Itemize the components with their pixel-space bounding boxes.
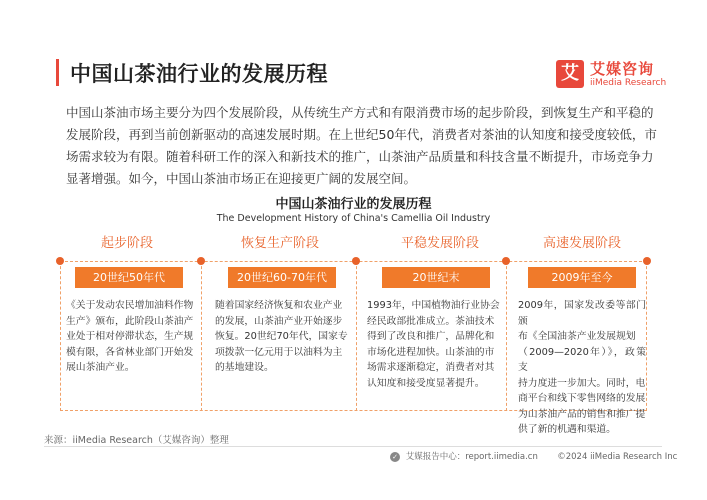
stage-text-line: 恢复。20世纪70年代，国家专 <box>215 331 348 342</box>
stage-text-line: 项拨款一亿元用于以油料为主 <box>215 346 343 358</box>
footer-divider <box>44 446 662 447</box>
stage-text-line: 得到了改良和推广，品牌化和 <box>367 331 495 342</box>
report-center-icon: ✓ <box>390 452 400 462</box>
stage-description-recovery <box>215 298 350 376</box>
stage-text-line: 为山茶油产品的销售和推广提 <box>518 408 646 420</box>
stage-text-line: 的基地建设。 <box>215 362 274 373</box>
period-badge-stable: 20世纪末 <box>382 267 490 288</box>
period-badge-startup: 20世纪50年代 <box>75 267 183 288</box>
stage-description-stable <box>367 298 502 391</box>
figure-subtitle: The Development History of China's Camellia Oil Industry <box>216 213 491 224</box>
stage-label-recovery: 恢复生产阶段 <box>240 236 319 251</box>
period-badge-rapid: 2009年至今 <box>528 267 636 288</box>
intro-paragraph <box>66 102 660 190</box>
copyright-text: ©2024 iiMedia Research Inc <box>557 452 678 462</box>
intro-line: 中国山茶油市场主要分为四个发展阶段，从传统生产方式和有限消费市场的起步阶段，到恢复生产和平稳的 <box>66 105 654 120</box>
logo-mark-icon: 艾 <box>556 60 584 88</box>
figure-title: 中国山茶油行业的发展历程 <box>275 197 432 212</box>
intro-line: 显著增强。如今，中国山茶油市场正在迎接更广阔的发展空间。 <box>66 171 417 186</box>
timeline-divider <box>506 261 507 411</box>
stage-text-line: 模有限，各省林业部门开始发 <box>66 346 194 358</box>
footer-info <box>390 450 677 462</box>
title-accent-bar <box>56 59 59 86</box>
stage-text-line: 1993年，中国植物油行业协会 <box>367 300 500 311</box>
period-badge-recovery: 20世纪60-70年代 <box>228 267 336 288</box>
stage-text-line: 场需求逐渐稳定，消费者对其 <box>367 362 495 373</box>
stage-text-line: 供了新的机遇和渠道。 <box>518 424 616 435</box>
logo-chinese-name: 艾媒咨询 <box>590 60 655 78</box>
timeline-divider <box>201 261 202 411</box>
stage-label-startup: 起步阶段 <box>100 236 153 251</box>
stage-label-rapid: 高速发展阶段 <box>542 236 621 251</box>
stage-text-line: 2009年，国家发改委等部门颁 <box>518 300 646 327</box>
stage-text-line: 展山茶油产业。 <box>66 362 135 373</box>
stage-text-line: 随着国家经济恢复和农业产业 <box>215 300 343 311</box>
report-center-link[interactable]: 艾媒报告中心：report.iimedia.cn <box>405 452 538 462</box>
source-note: 来源：iiMedia Research（艾媒咨询）整理 <box>44 435 229 446</box>
timeline-dot <box>352 257 360 265</box>
timeline-dot <box>502 257 510 265</box>
stage-text-line: 市场化进程加快。山茶油的市 <box>367 346 495 358</box>
logo-english-name: iiMedia Research <box>590 78 667 88</box>
timeline-divider <box>356 261 357 411</box>
stage-text-line: 持力度进一步加大。同时，电 <box>518 377 646 389</box>
stage-text-line: 业处于相对停滞状态，生产规 <box>66 331 194 342</box>
stage-text-line: （2009—2020年）》，政策支 <box>518 346 646 373</box>
stage-text-line: 商平台和线下零售网络的发展 <box>518 393 646 404</box>
intro-line: 发展阶段，再到当前创新驱动的高速发展时期。在上世纪50年代，消费者对茶油的认知度和接受度较低，市 <box>66 127 657 142</box>
stage-text-line: 认知度和接受度显著提升。 <box>367 377 485 389</box>
stage-text-line: 《关于发动农民增加油料作物 <box>66 300 194 311</box>
stage-description-rapid <box>518 298 646 438</box>
timeline-dot <box>56 257 64 265</box>
stage-text-line: 生产》颁布，此阶段山茶油产 <box>66 315 194 327</box>
stage-text-line: 的发展，山茶油产业开始逐步 <box>215 315 343 327</box>
timeline-dot <box>197 257 205 265</box>
stage-text-line: 布《全国油茶产业发展规划 <box>518 331 636 342</box>
intro-line: 场需求较为有限。随着科研工作的深入和新技术的推广，山茶油产品质量和科技含量不断提升，市场竞争力 <box>66 149 654 164</box>
page-title: 中国山茶油行业的发展历程 <box>70 62 328 86</box>
brand-logo <box>556 58 666 94</box>
stage-label-stable: 平稳发展阶段 <box>400 236 479 251</box>
stage-description-startup <box>66 298 196 376</box>
stage-text-line: 经民政部批准成立。茶油技术 <box>367 315 495 327</box>
timeline-dot <box>643 257 651 265</box>
